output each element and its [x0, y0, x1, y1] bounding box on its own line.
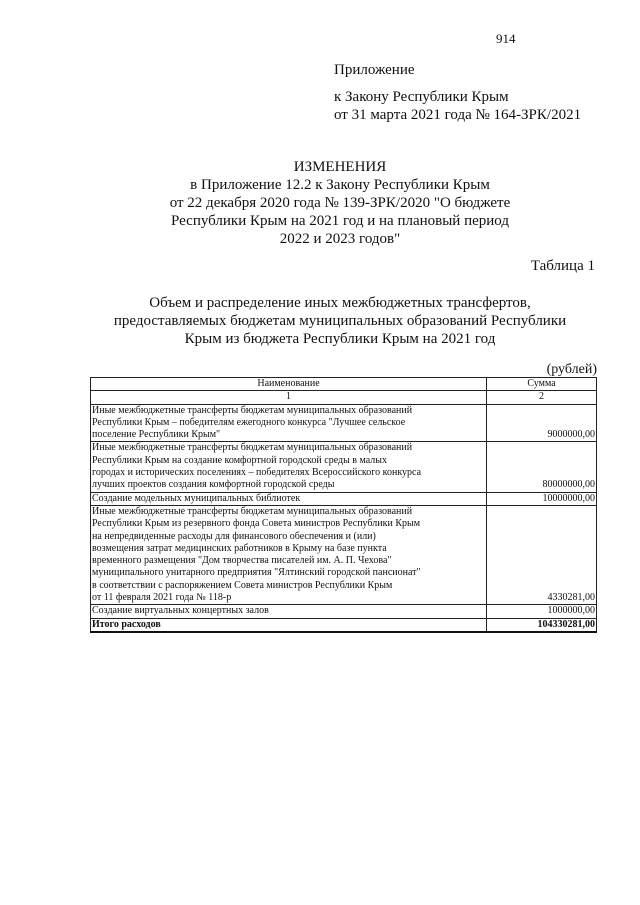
total-sum: 104330281,00	[487, 618, 597, 632]
row-name: Создание модельных муниципальных библиотек	[91, 492, 487, 505]
transfers-table	[90, 377, 597, 633]
table-row	[91, 404, 597, 442]
changes-line-4: 2022 и 2023 годов"	[279, 231, 401, 247]
row-sum: 80000000,00	[487, 442, 597, 492]
table-header-row	[91, 378, 597, 391]
table-row	[91, 492, 597, 505]
row-name: Создание виртуальных концертных залов	[91, 605, 487, 618]
row-sum: 4330281,00	[487, 505, 597, 604]
header-sum: Сумма	[487, 378, 597, 391]
appendix-title: Приложение	[334, 62, 415, 78]
appendix-law-date: от 31 марта 2021 года № 164-ЗРК/2021	[334, 107, 582, 123]
changes-line-1: в Приложение 12.2 к Закону Республики Крым	[190, 177, 490, 193]
table-column-number-row	[91, 391, 597, 404]
table-row	[91, 505, 597, 604]
total-label: Итого расходов	[91, 618, 487, 632]
row-name: Иные межбюджетные трансферты бюджетам муниципальных образований Республики Крым – победителям ежегодного конкурса "Лучшее сельское поселение Республики Крым"	[91, 404, 487, 442]
table-title-line-2: предоставляемых бюджетам муниципальных образований Республики	[113, 313, 567, 329]
row-name: Иные межбюджетные трансферты бюджетам муниципальных образований Республики Крым на создание комфортной городской среды в малых городах и исторических поселениях – победителях Всероссийского конкурса лучших проектов создания комфортной городской среды	[91, 442, 487, 492]
table-label: Таблица 1	[530, 258, 595, 274]
changes-line-3: Республики Крым на 2021 год и на плановый период	[171, 213, 509, 229]
table-title-line-3: Крым из бюджета Республики Крым на 2021 год	[184, 331, 496, 347]
table-row	[91, 442, 597, 492]
table-title	[20, 294, 640, 348]
changes-heading-block	[20, 158, 640, 248]
changes-line-2: от 22 декабря 2020 года № 139-ЗРК/2020 "О бюджете	[169, 195, 511, 211]
units-label: (рублей)	[546, 362, 597, 377]
table-title-line-1: Объем и распределение иных межбюджетных трансфертов,	[149, 295, 531, 311]
row-sum: 9000000,00	[487, 404, 597, 442]
table-total-row	[91, 618, 597, 632]
row-sum: 10000000,00	[487, 492, 597, 505]
header-name: Наименование	[91, 378, 487, 391]
appendix-law-reference: к Закону Республики Крым	[334, 89, 509, 105]
changes-heading: ИЗМЕНЕНИЯ	[293, 159, 387, 175]
row-sum: 1000000,00	[487, 605, 597, 618]
column-number-2: 2	[487, 391, 597, 404]
page-number: 914	[496, 31, 516, 46]
table-row	[91, 605, 597, 618]
row-name: Иные межбюджетные трансферты бюджетам муниципальных образований Республики Крым из резервного фонда Совета министров Республики Крым на непредвиденные расходы для финансового обеспечения и (или) возмещения затрат медицинских работников в Крыму на базе пункта временного размещения "Дом творчества писателей им. А. П. Чехова" муниципального унитарного предприятия "Ялтинский городской пансионат" в соответствии с распоряжением Совета министров Республики Крым от 11 февраля 2021 года № 118-р	[91, 505, 487, 604]
column-number-1: 1	[91, 391, 487, 404]
